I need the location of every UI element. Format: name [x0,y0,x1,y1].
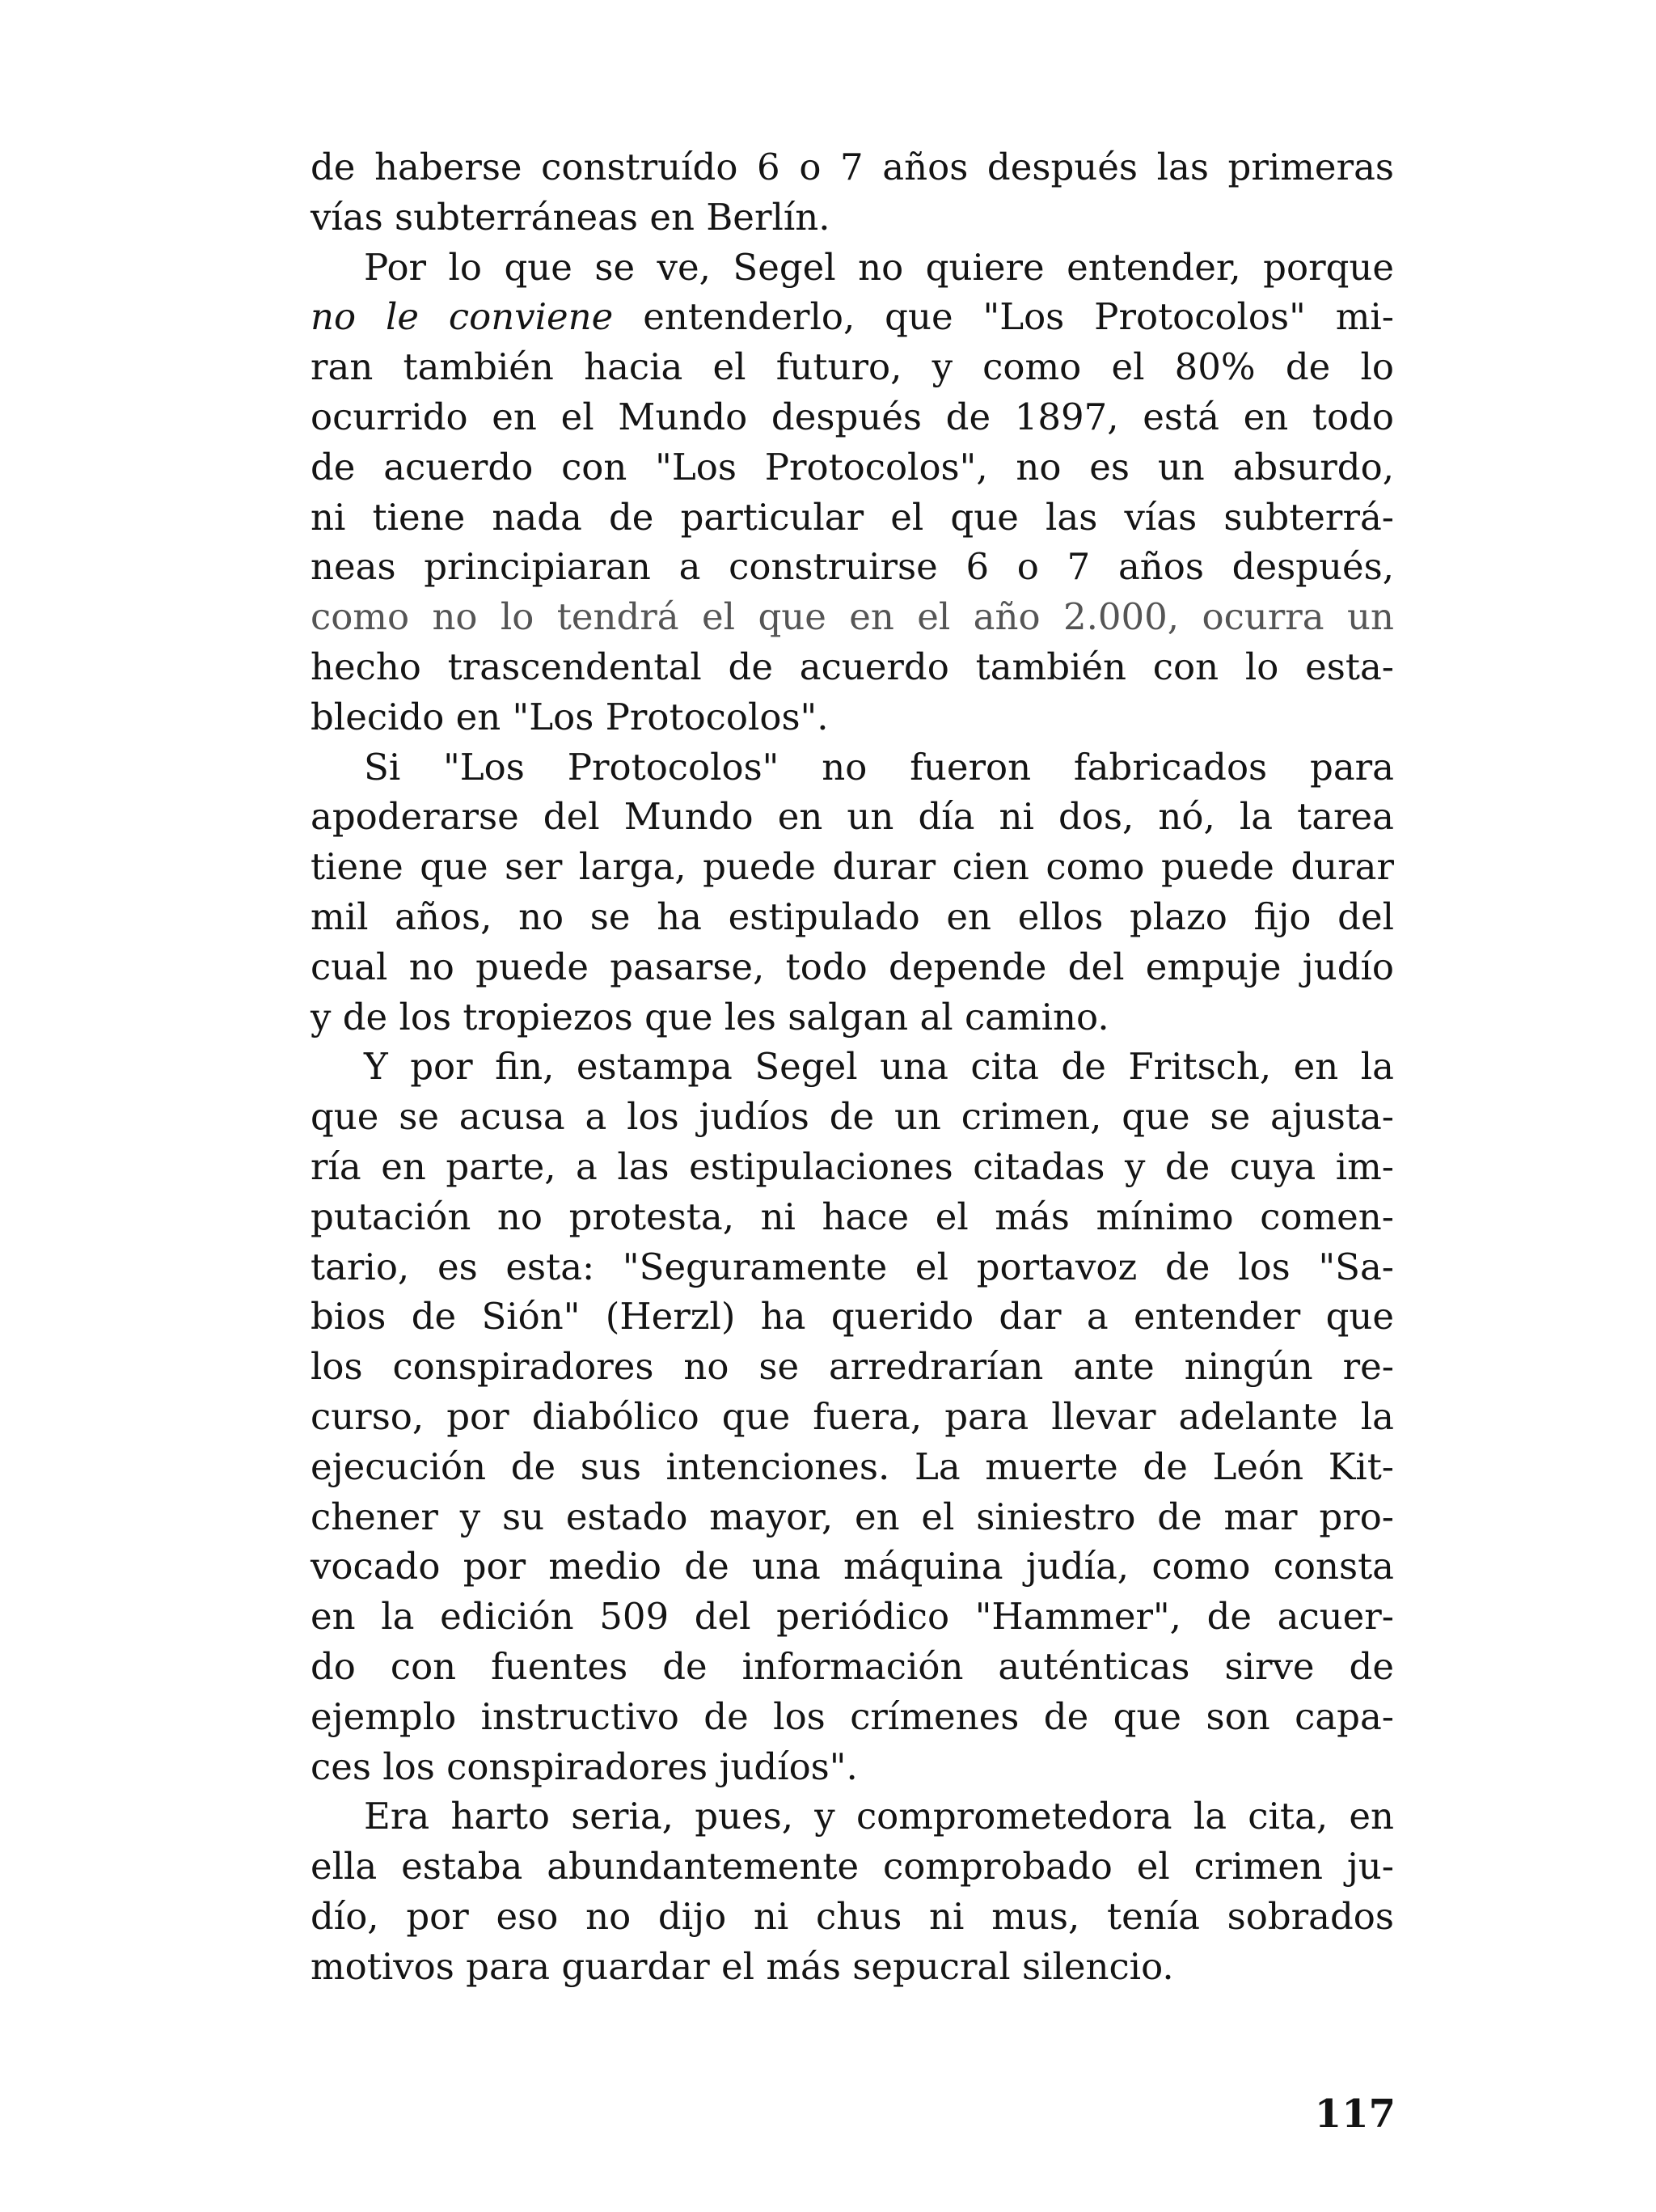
text-line: ran también hacia el futuro, y como el 80% de lo [310,345,1394,389]
text-line: tiene que ser larga, puede durar cien como puede durar [310,845,1394,889]
text-line: ella estaba abundantemente comprobado el crimen ju- [310,1845,1394,1888]
text-line: bios de Sión" (Herzl) ha querido dar a entender que [310,1295,1394,1339]
text-line: vocado por medio de una máquina judía, como consta [310,1545,1394,1588]
text-line: do con fuentes de información auténticas sirve de [310,1644,1394,1688]
body-text [310,142,1394,1991]
text-line: Si "Los Protocolos" no fueron fabricados para [364,745,1394,789]
text-line: ni tiene nada de particular el que las vías subterrá- [310,495,1394,539]
text-line: y de los tropiezos que les salgan al camino. [310,995,1109,1038]
text-line: Por lo que se ve, Segel no quiere entender, porque [364,245,1394,289]
text-line: neas principiaran a construirse 6 o 7 años después, [310,545,1394,589]
text-line: apoderarse del Mundo en un día ni dos, nó, la tarea [310,795,1394,839]
text-line: de haberse construído 6 o 7 años después las primeras [310,146,1394,188]
text-line: ría en parte, a las estipulaciones citadas y de cuya im- [310,1144,1394,1188]
text-line: vías subterráneas en Berlín. [310,195,830,239]
text-line: que se acusa a los judíos de un crimen, que se ajusta- [310,1095,1394,1139]
text-line: ocurrido en el Mundo después de 1897, está en todo [310,395,1394,438]
text-line: en la edición 509 del periódico "Hammer", de acuer- [310,1595,1394,1639]
text-line: ejecución de sus intenciones. La muerte de León Kit- [310,1444,1394,1488]
text-line: chener y su estado mayor, en el siniestro de mar pro- [310,1495,1394,1538]
text-line: de acuerdo con "Los Protocolos", no es un absurdo, [310,445,1394,489]
text-line: como no lo tendrá el que en el año 2.000, ocurra un [310,595,1394,639]
text-line: mil años, no se ha estipulado en ellos plazo fijo del [310,895,1394,938]
text-line: dío, por eso no dijo ni chus ni mus, tenía sobrados [310,1894,1394,1938]
text-line: los conspiradores no se arredrarían ante ningún re- [310,1345,1394,1389]
text-line: cual no puede pasarse, todo depende del empuje judío [310,945,1394,988]
text-line: motivos para guardar el más sepucral silencio. [310,1944,1174,1988]
text-line: blecido en "Los Protocolos". [310,695,829,738]
text-line: hecho trascendental de acuerdo también con lo esta- [310,645,1394,688]
page-number: 117 [1314,2091,1396,2137]
text-line: curso, por diabólico que fuera, para llevar adelante la [310,1394,1394,1438]
text-line: ejemplo instructivo de los crímenes de que son capa- [310,1694,1394,1738]
text-line: Y por fin, estampa Segel una cita de Fritsch, en la [364,1045,1394,1089]
text-line: tario, es esta: "Seguramente el portavoz de los "Sa- [310,1245,1394,1288]
text-line: no le conviene entenderlo, que "Los Protocolos" mi- [310,295,1394,339]
text-line: putación no protesta, ni hace el más mínimo comen- [310,1195,1394,1238]
text-line: ces los conspiradores judíos". [310,1745,858,1788]
text-line: Era harto seria, pues, y comprometedora la cita, en [364,1795,1394,1838]
